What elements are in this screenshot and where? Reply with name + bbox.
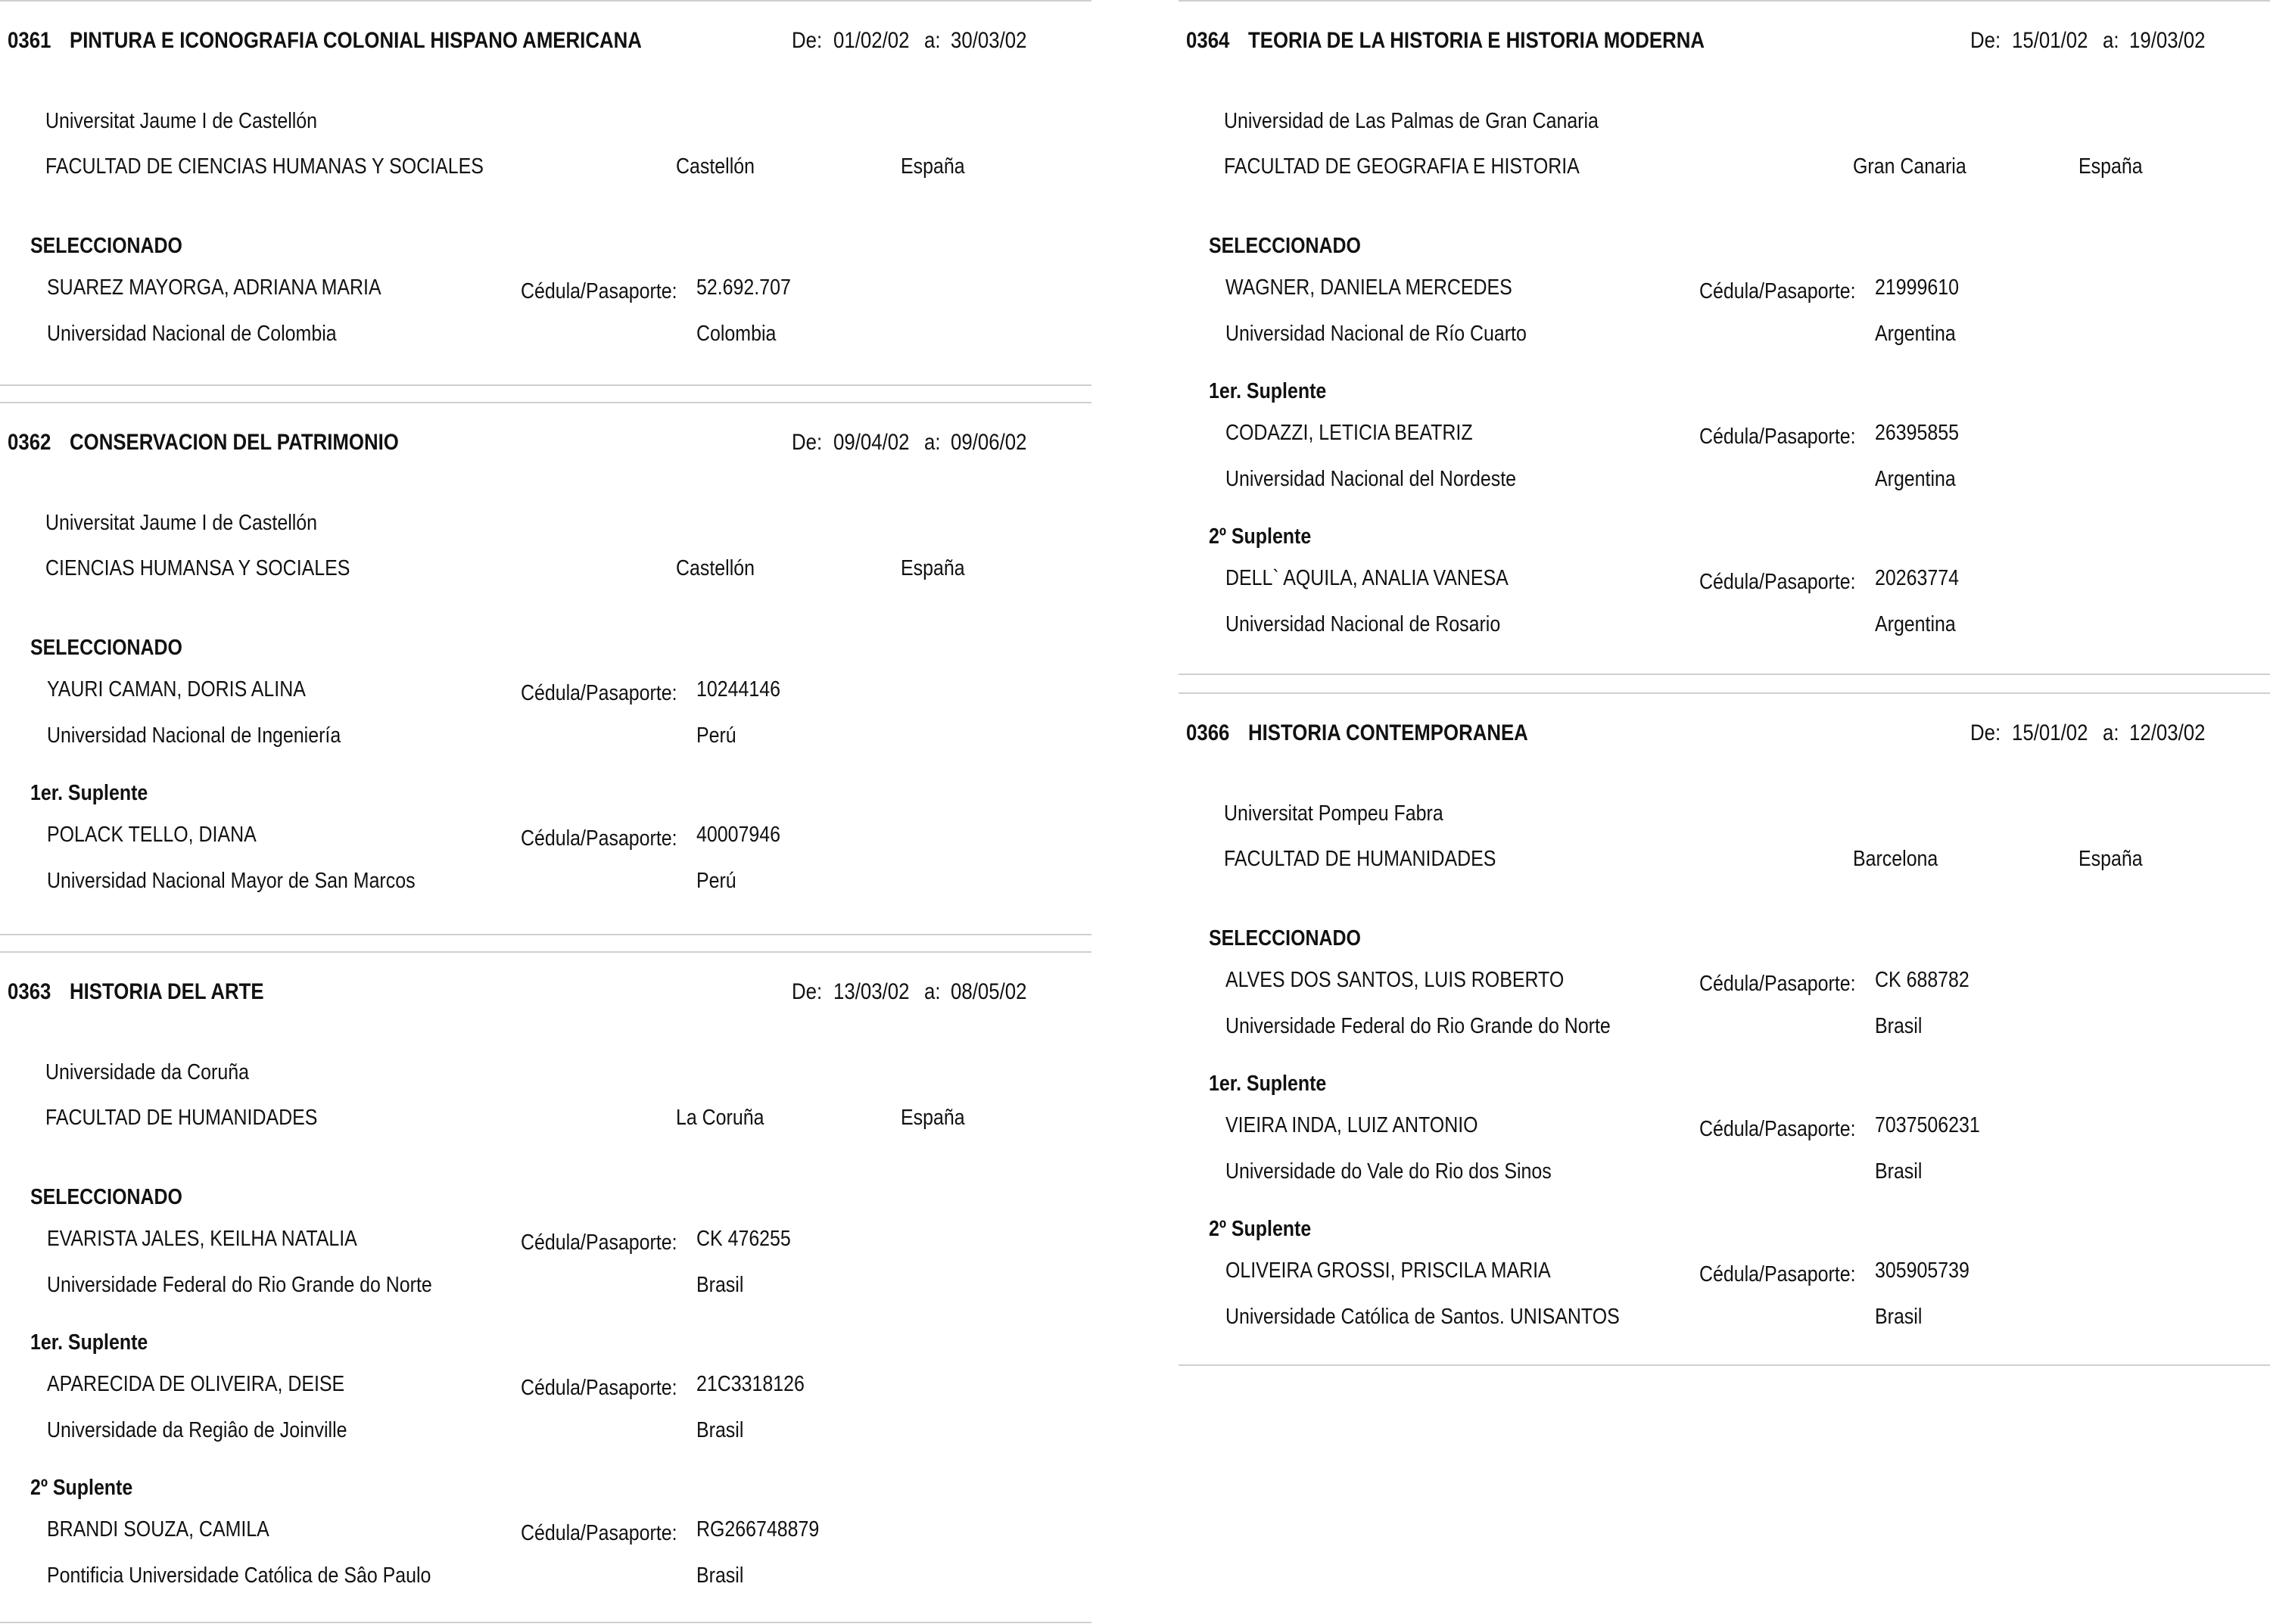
course-code: 0362	[8, 430, 51, 455]
date-from-label: De:	[1970, 28, 2001, 53]
person-institution: Universidade Federal do Rio Grande do Norte	[47, 1273, 432, 1297]
date-to-label: a:	[924, 28, 941, 53]
person-institution: Universidade do Vale do Rio dos Sinos	[1225, 1159, 1552, 1184]
role-label: 1er. Suplente	[30, 781, 148, 805]
person-institution: Universidade Católica de Santos. UNISANTOS	[1225, 1305, 1620, 1329]
person-country: Colombia	[696, 322, 777, 346]
person-institution: Universidad Nacional de Río Cuarto	[1225, 322, 1527, 346]
person-institution: Universidad Nacional de Colombia	[47, 322, 337, 346]
person-institution: Universidad Nacional Mayor de San Marcos	[47, 869, 416, 893]
id-doc-number: 21C3318126	[696, 1372, 805, 1396]
date-from-label: De:	[792, 28, 823, 53]
course-code: 0366	[1186, 720, 1230, 745]
date-from: 01/02/02	[833, 28, 910, 53]
section-top-rule	[1179, 692, 2270, 694]
host-university: Universidad de Las Palmas de Gran Canaria	[1224, 109, 1599, 133]
course-section	[0, 951, 1091, 1622]
person-name: SUAREZ MAYORGA, ADRIANA MARIA	[47, 275, 381, 300]
id-doc-label: Cédula/Pasaporte:	[521, 1376, 677, 1400]
course-title: PINTURA E ICONOGRAFIA COLONIAL HISPANO AMERICANA	[70, 28, 642, 53]
date-from: 15/01/02	[2012, 28, 2088, 53]
course-code: 0364	[1186, 28, 1230, 53]
id-doc-label: Cédula/Pasaporte:	[1699, 570, 1856, 594]
host-country: España	[901, 154, 965, 179]
person-country: Brasil	[1875, 1014, 1923, 1038]
person-institution: Pontificia Universidade Católica de Sâo Paulo	[47, 1563, 431, 1588]
id-doc-label: Cédula/Pasaporte:	[521, 1521, 677, 1545]
person-name: BRANDI SOUZA, CAMILA	[47, 1517, 269, 1542]
host-university: Universitat Jaume I de Castellón	[45, 511, 318, 535]
date-from-label: De:	[792, 430, 823, 455]
course-title: HISTORIA DEL ARTE	[70, 979, 264, 1004]
host-faculty: FACULTAD DE CIENCIAS HUMANAS Y SOCIALES	[45, 154, 484, 179]
person-name: ALVES DOS SANTOS, LUIS ROBERTO	[1225, 968, 1565, 992]
person-name: APARECIDA DE OLIVEIRA, DEISE	[47, 1372, 345, 1396]
host-country: España	[901, 1106, 965, 1130]
role-label: SELECCIONADO	[30, 234, 182, 258]
section-top-rule	[0, 951, 1091, 953]
course-title: CONSERVACION DEL PATRIMONIO	[70, 430, 399, 455]
id-doc-number: 10244146	[696, 677, 780, 702]
date-to: 09/06/02	[951, 430, 1027, 455]
course-section	[0, 0, 1091, 384]
id-doc-label: Cédula/Pasaporte:	[1699, 1117, 1856, 1141]
section-bottom-rule	[1179, 1364, 2270, 1366]
section-top-rule	[1179, 0, 2270, 2]
course-section	[0, 402, 1091, 934]
date-to: 08/05/02	[951, 979, 1027, 1004]
id-doc-label: Cédula/Pasaporte:	[521, 279, 677, 303]
host-city: Castellón	[676, 556, 755, 580]
role-label: SELECCIONADO	[30, 636, 182, 660]
id-doc-label: Cédula/Pasaporte:	[1699, 1262, 1856, 1286]
course-title: HISTORIA CONTEMPORANEA	[1248, 720, 1528, 745]
id-doc-number: 305905739	[1875, 1258, 1970, 1283]
person-institution: Universidade Federal do Rio Grande do Norte	[1225, 1014, 1611, 1038]
id-doc-number: 7037506231	[1875, 1113, 1980, 1137]
person-country: Argentina	[1875, 612, 1956, 636]
id-doc-number: 20263774	[1875, 566, 1959, 590]
person-country: Argentina	[1875, 467, 1956, 491]
date-from: 15/01/02	[2012, 720, 2088, 745]
host-faculty: FACULTAD DE HUMANIDADES	[45, 1106, 318, 1130]
id-doc-number: CK 476255	[696, 1227, 791, 1251]
course-section	[1179, 0, 2270, 674]
role-label: 1er. Suplente	[1209, 379, 1327, 403]
person-name: OLIVEIRA GROSSI, PRISCILA MARIA	[1225, 1258, 1551, 1283]
host-city: Gran Canaria	[1853, 154, 1966, 179]
course-code: 0363	[8, 979, 51, 1004]
host-university: Universitat Pompeu Fabra	[1224, 801, 1443, 826]
id-doc-label: Cédula/Pasaporte:	[521, 826, 677, 851]
id-doc-number: 21999610	[1875, 275, 1959, 300]
section-bottom-rule	[0, 384, 1091, 386]
role-label: SELECCIONADO	[30, 1185, 182, 1209]
person-country: Brasil	[1875, 1159, 1923, 1184]
id-doc-label: Cédula/Pasaporte:	[1699, 279, 1856, 303]
person-country: Brasil	[696, 1418, 744, 1442]
person-name: WAGNER, DANIELA MERCEDES	[1225, 275, 1512, 300]
date-to-label: a:	[2103, 28, 2119, 53]
id-doc-label: Cédula/Pasaporte:	[521, 681, 677, 705]
person-country: Perú	[696, 723, 736, 748]
date-to: 30/03/02	[951, 28, 1027, 53]
person-country: Perú	[696, 869, 736, 893]
section-bottom-rule	[0, 934, 1091, 935]
id-doc-number: CK 688782	[1875, 968, 1970, 992]
host-country: España	[2078, 154, 2143, 179]
date-from: 13/03/02	[833, 979, 910, 1004]
person-institution: Universidad Nacional de Ingeniería	[47, 723, 341, 748]
host-country: España	[2078, 847, 2143, 871]
section-bottom-rule	[0, 1622, 1091, 1623]
course-title: TEORIA DE LA HISTORIA E HISTORIA MODERNA	[1248, 28, 1705, 53]
date-to: 12/03/02	[2129, 720, 2206, 745]
role-label: 1er. Suplente	[1209, 1072, 1327, 1096]
date-to: 19/03/02	[2129, 28, 2206, 53]
id-doc-label: Cédula/Pasaporte:	[521, 1230, 677, 1255]
person-institution: Universidad Nacional de Rosario	[1225, 612, 1501, 636]
date-from-label: De:	[792, 979, 823, 1004]
host-faculty: FACULTAD DE HUMANIDADES	[1224, 847, 1496, 871]
id-doc-label: Cédula/Pasaporte:	[1699, 425, 1856, 449]
section-top-rule	[0, 0, 1091, 2]
person-country: Argentina	[1875, 322, 1956, 346]
person-name: VIEIRA INDA, LUIZ ANTONIO	[1225, 1113, 1478, 1137]
date-to-label: a:	[2103, 720, 2119, 745]
course-section	[1179, 692, 2270, 1364]
person-country: Brasil	[696, 1273, 744, 1297]
date-from-label: De:	[1970, 720, 2001, 745]
person-country: Brasil	[1875, 1305, 1923, 1329]
id-doc-number: 40007946	[696, 823, 780, 847]
person-name: EVARISTA JALES, KEILHA NATALIA	[47, 1227, 357, 1251]
course-code: 0361	[8, 28, 51, 53]
host-city: La Coruña	[676, 1106, 764, 1130]
person-name: DELL` AQUILA, ANALIA VANESA	[1225, 566, 1509, 590]
id-doc-number: RG266748879	[696, 1517, 820, 1542]
person-country: Brasil	[696, 1563, 744, 1588]
person-institution: Universidade da Regiâo de Joinville	[47, 1418, 347, 1442]
section-bottom-rule	[1179, 674, 2270, 675]
date-to-label: a:	[924, 979, 941, 1004]
role-label: SELECCIONADO	[1209, 926, 1361, 950]
host-university: Universidade da Coruña	[45, 1060, 249, 1084]
role-label: 1er. Suplente	[30, 1330, 148, 1355]
role-label: 2º Suplente	[1209, 524, 1312, 549]
section-top-rule	[0, 402, 1091, 403]
host-faculty: FACULTAD DE GEOGRAFIA E HISTORIA	[1224, 154, 1580, 179]
date-from: 09/04/02	[833, 430, 910, 455]
role-label: 2º Suplente	[1209, 1217, 1312, 1241]
person-institution: Universidad Nacional del Nordeste	[1225, 467, 1517, 491]
id-doc-number: 52.692.707	[696, 275, 791, 300]
date-to-label: a:	[924, 430, 941, 455]
person-name: POLACK TELLO, DIANA	[47, 823, 257, 847]
host-faculty: CIENCIAS HUMANSA Y SOCIALES	[45, 556, 350, 580]
host-university: Universitat Jaume I de Castellón	[45, 109, 318, 133]
person-name: YAURI CAMAN, DORIS ALINA	[47, 677, 306, 702]
role-label: 2º Suplente	[30, 1476, 133, 1500]
person-name: CODAZZI, LETICIA BEATRIZ	[1225, 421, 1473, 445]
id-doc-number: 26395855	[1875, 421, 1959, 445]
host-city: Castellón	[676, 154, 755, 179]
host-country: España	[901, 556, 965, 580]
host-city: Barcelona	[1853, 847, 1938, 871]
id-doc-label: Cédula/Pasaporte:	[1699, 972, 1856, 996]
role-label: SELECCIONADO	[1209, 234, 1361, 258]
